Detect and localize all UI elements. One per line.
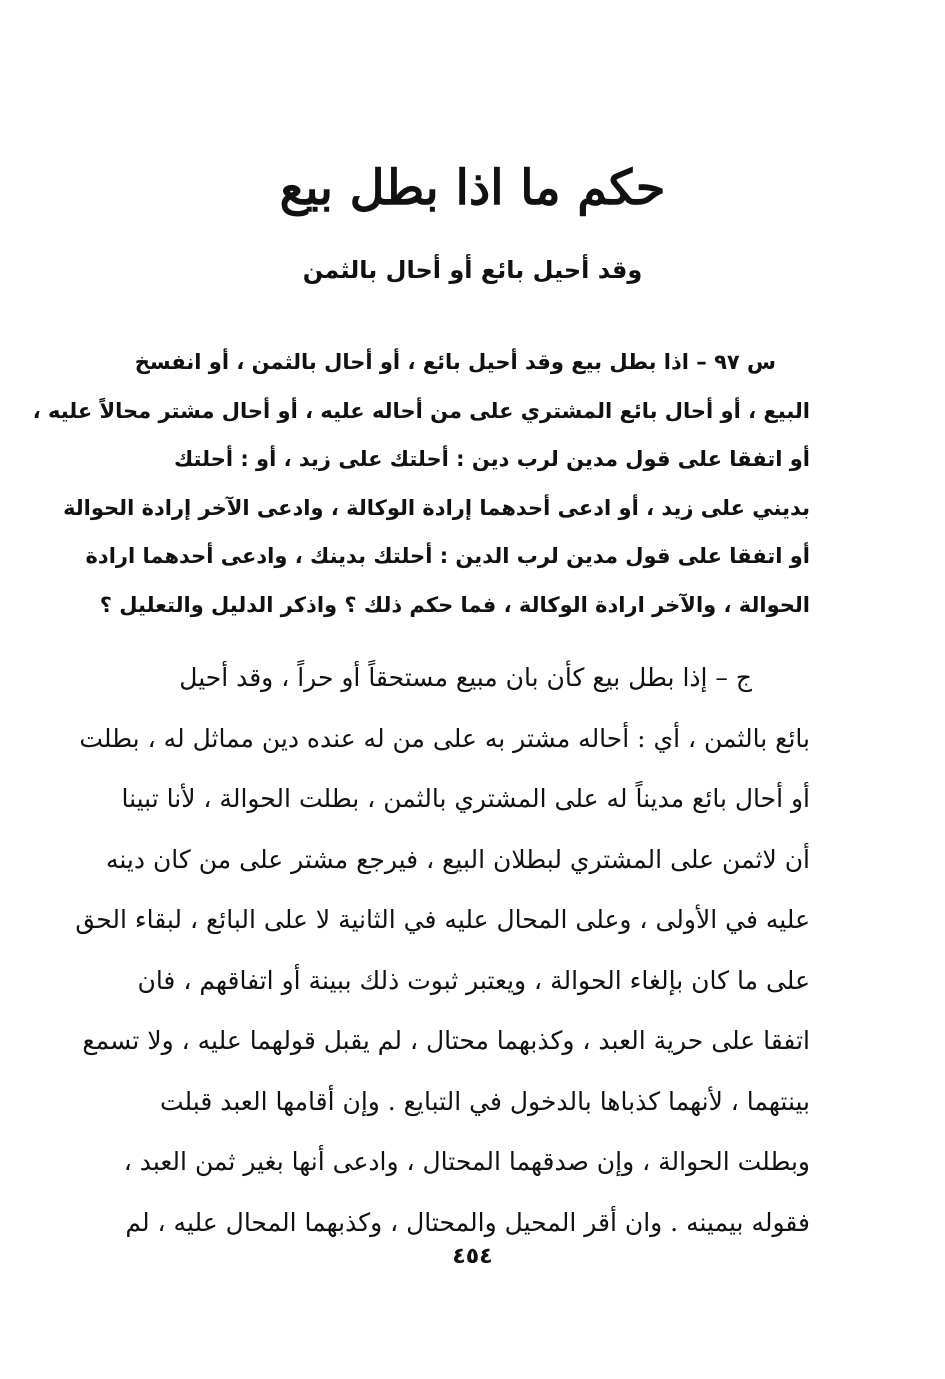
answer-line: أن لاثمن على المشتري لبطلان البيع ، فيرجع مشتر على من كان دينه — [105, 844, 810, 874]
question-line: أو اتفقا على قول مدين لرب دين : أحلتك على زيد ، أو : أحلتك — [174, 447, 810, 471]
answer-line: بينتهما ، لأنهما كذباها بالدخول في التبايع . وإن أقامها العبد قبلت — [159, 1086, 810, 1116]
page-number: ٤٥٤ — [452, 1244, 493, 1269]
answer-paragraph — [75, 648, 810, 1253]
answer-line: عليه في الأولى ، وعلى المحال عليه في الثانية لا على البائع ، لبقاء الحق — [75, 905, 810, 934]
chapter-subtitle: وقد أحيل بائع أو أحال بالثمن — [302, 256, 643, 284]
answer-line: بائع بالثمن ، أي : أحاله مشتر به على من له عنده دين مماثل له ، بطلت — [79, 723, 810, 753]
question-line: أو اتفقا على قول مدين لرب الدين : أحلتك بدينك ، وادعى أحدهما ارادة — [85, 544, 810, 568]
chapter-title: حكم ما اذا بطل بيع — [279, 160, 666, 216]
answer-line: على ما كان بإلغاء الحوالة ، ويعتبر ثبوت ذلك ببينة أو اتفاقهم ، فان — [137, 965, 810, 995]
question-paragraph — [32, 338, 810, 629]
question-line: البيع ، أو أحال بائع المشتري على من أحاله عليه ، أو أحال مشتر محالاً عليه ، — [32, 398, 810, 423]
question-line: الحوالة ، والآخر ارادة الوكالة ، فما حكم ذلك ؟ واذكر الدليل والتعليل ؟ — [99, 592, 810, 617]
answer-line: اتفقا على حرية العبد ، وكذبهما محتال ، لم يقبل قولهما عليه ، ولا تسمع — [82, 1026, 810, 1055]
answer-line: ج – إذا بطل بيع كأن بان مبيع مستحقاً أو حراً ، وقد أحيل — [179, 663, 752, 692]
answer-line: وبطلت الحوالة ، وإن صدقهما المحتال ، وادعى أنها بغير ثمن العبد ، — [123, 1147, 810, 1176]
question-line: س ٩٧ – اذا بطل بيع وقد أحيل بائع ، أو أحال بالثمن ، أو انفسخ — [134, 350, 776, 374]
question-line: بديني على زيد ، أو ادعى أحدهما إرادة الوكالة ، وادعى الآخر إرادة الحوالة — [63, 495, 810, 520]
answer-line: أو أحال بائع مديناً له على المشتري بالثمن ، بطلت الحوالة ، لأنا تبينا — [121, 784, 810, 813]
answer-line: فقوله بيمينه . وان أقر المحيل والمحتال ، وكذبهما المحال عليه ، لم — [125, 1207, 810, 1237]
